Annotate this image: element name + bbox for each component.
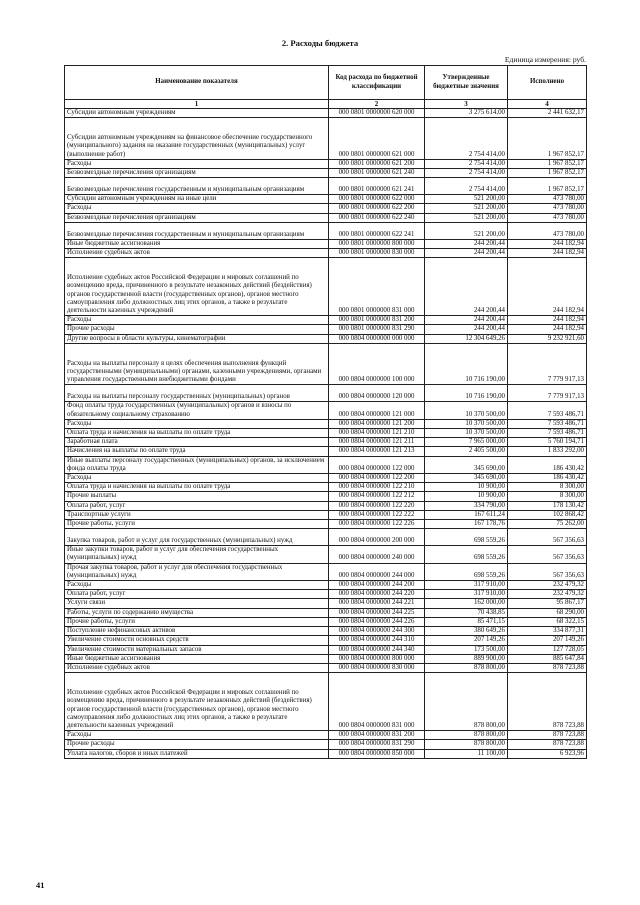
row-approved: 10 716 190,00: [425, 343, 508, 385]
row-executed: 127 728,05: [508, 645, 587, 654]
table-row: [65, 325, 587, 334]
row-approved: 521 200,00: [425, 195, 508, 204]
row-code: 000 0804 0000000 244 220: [329, 590, 425, 599]
table-row: [65, 645, 587, 654]
row-executed: 178 130,42: [508, 501, 587, 510]
table-row: [65, 213, 587, 222]
row-executed: 9 232 921,60: [508, 334, 587, 343]
row-executed: 244 182,94: [508, 239, 587, 248]
row-approved: 2 754 414,00: [425, 178, 508, 195]
header-number: 4: [508, 100, 587, 109]
row-name: Исполнение судебных актов: [65, 249, 329, 258]
row-executed: 878 723,88: [508, 673, 587, 731]
row-approved: 2 754 414,00: [425, 118, 508, 160]
row-code: 000 0801 0000000 620 000: [329, 109, 425, 118]
row-approved: 878 800,00: [425, 740, 508, 749]
row-name: Исполнение судебных актов: [65, 663, 329, 672]
row-name: Закупка товаров, работ и услуг для государственных (муниципальных) нужд: [65, 529, 329, 546]
row-approved: 244 200,44: [425, 325, 508, 334]
row-code: 000 0804 0000000 122 212: [329, 492, 425, 501]
row-name: Исполнение судебных актов Российской Федерации и мировых соглашений по возмещению вреда, причиненного в результате незаконных действий (бездействия) органов государственной власти (государственных органов), органов местного самоуправления либо должностных лиц этих органов, а также в результате деятельности казенных учреждений: [65, 673, 329, 731]
row-code: 000 0804 0000000 244 340: [329, 645, 425, 654]
row-code: 000 0804 0000000 244 300: [329, 627, 425, 636]
table-row: [65, 617, 587, 626]
row-code: 000 0804 0000000 122 220: [329, 501, 425, 510]
row-code: 000 0801 0000000 831 000: [329, 258, 425, 316]
row-executed: 244 182,94: [508, 316, 587, 325]
table-row: [65, 195, 587, 204]
table-row: [65, 501, 587, 510]
row-executed: 102 868,42: [508, 510, 587, 519]
row-name: Безвозмездные перечисления организациям: [65, 169, 329, 178]
row-executed: 567 356,63: [508, 529, 587, 546]
table-row: [65, 599, 587, 608]
row-code: 000 0801 0000000 622 240: [329, 213, 425, 222]
row-executed: 6 923,96: [508, 749, 587, 758]
row-code: 000 0801 0000000 831 290: [329, 325, 425, 334]
row-approved: 2 754 414,00: [425, 159, 508, 168]
row-name: Расходы: [65, 474, 329, 483]
row-name: Расходы: [65, 316, 329, 325]
row-name: Прочие расходы: [65, 740, 329, 749]
header-approved: Утвержденные бюджетные значения: [425, 66, 508, 100]
row-name: Оплата работ, услуг: [65, 501, 329, 510]
row-executed: 1 967 852,17: [508, 118, 587, 160]
row-executed: 7 593 486,71: [508, 402, 587, 419]
row-name: Безвозмездные перечисления государственным и муниципальным организациям: [65, 178, 329, 195]
table-row: [65, 429, 587, 438]
row-code: 000 0804 0000000 244 000: [329, 563, 425, 580]
row-executed: 8 300,00: [508, 483, 587, 492]
table-row: [65, 546, 587, 563]
table-row: [65, 483, 587, 492]
row-approved: 2 405 500,00: [425, 447, 508, 456]
row-name: Расходы: [65, 419, 329, 428]
row-executed: 8 300,00: [508, 492, 587, 501]
row-code: 000 0801 0000000 830 000: [329, 249, 425, 258]
row-approved: 345 690,00: [425, 474, 508, 483]
row-executed: 1 833 292,00: [508, 447, 587, 456]
row-name: Оплата труда и начисления на выплаты по оплате труда: [65, 429, 329, 438]
row-code: 000 0804 0000000 244 310: [329, 636, 425, 645]
row-approved: 7 965 000,00: [425, 438, 508, 447]
header-number: 2: [329, 100, 425, 109]
row-approved: 10 370 500,00: [425, 419, 508, 428]
row-code: 000 0804 0000000 244 226: [329, 617, 425, 626]
row-approved: 889 900,00: [425, 654, 508, 663]
row-code: 000 0804 0000000 122 000: [329, 456, 425, 473]
table-row: [65, 740, 587, 749]
row-approved: 698 559,26: [425, 563, 508, 580]
row-name: Расходы на выплаты персоналу в целях обеспечения выполнения функций государственными (муниципальными) органами, казенными учреждениями, органами управления государственными внебюджетными фондами: [65, 343, 329, 385]
row-name: Транспортные услуги: [65, 510, 329, 519]
row-approved: 12 304 649,26: [425, 334, 508, 343]
table-row: [65, 673, 587, 731]
row-code: 000 0801 0000000 621 240: [329, 169, 425, 178]
row-executed: 567 356,63: [508, 546, 587, 563]
row-approved: 85 471,15: [425, 617, 508, 626]
row-approved: 10 900,00: [425, 483, 508, 492]
row-name: Иные выплаты персоналу государственных (муниципальных) органов, за исключением фонда оплаты труда: [65, 456, 329, 473]
row-name: Услуги связи: [65, 599, 329, 608]
row-name: Иные бюджетные ассигнования: [65, 654, 329, 663]
row-executed: 473 780,00: [508, 213, 587, 222]
row-executed: 7 779 917,13: [508, 343, 587, 385]
row-approved: 317 910,00: [425, 590, 508, 599]
row-approved: 244 200,44: [425, 316, 508, 325]
table-row: [65, 529, 587, 546]
row-code: 000 0804 0000000 831 000: [329, 673, 425, 731]
table-row: [65, 316, 587, 325]
row-executed: 68 290,00: [508, 608, 587, 617]
expenses-table: [64, 65, 587, 759]
row-code: 000 0804 0000000 121 000: [329, 402, 425, 419]
row-approved: 70 438,85: [425, 608, 508, 617]
row-code: 000 0801 0000000 622 000: [329, 195, 425, 204]
row-executed: 1 967 852,17: [508, 159, 587, 168]
row-name: Оплата труда и начисления на выплаты по оплате труда: [65, 483, 329, 492]
row-approved: 244 200,44: [425, 239, 508, 248]
row-executed: 232 479,32: [508, 590, 587, 599]
row-code: 000 0801 0000000 621 000: [329, 118, 425, 160]
table-row: [65, 385, 587, 402]
row-name: Расходы: [65, 159, 329, 168]
table-row: [65, 749, 587, 758]
row-name: Безвозмездные перечисления организациям: [65, 213, 329, 222]
page-number: 41: [36, 881, 45, 890]
row-code: 000 0804 0000000 122 222: [329, 510, 425, 519]
row-executed: 186 430,42: [508, 456, 587, 473]
row-approved: 345 690,00: [425, 456, 508, 473]
table-row: [65, 118, 587, 160]
table-row: [65, 563, 587, 580]
row-executed: 244 182,94: [508, 325, 587, 334]
row-name: Иные закупки товаров, работ и услуг для обеспечения государственных (муниципальных) нужд: [65, 546, 329, 563]
row-code: 000 0804 0000000 122 210: [329, 483, 425, 492]
row-executed: 244 182,94: [508, 258, 587, 316]
row-name: Оплата работ, услуг: [65, 590, 329, 599]
row-executed: 68 322,15: [508, 617, 587, 626]
row-code: 000 0804 0000000 830 000: [329, 663, 425, 672]
row-executed: 885 647,84: [508, 654, 587, 663]
row-approved: 207 149,26: [425, 636, 508, 645]
row-name: Субсидии автономным учреждениям: [65, 109, 329, 118]
row-name: Расходы: [65, 204, 329, 213]
row-approved: 878 800,00: [425, 731, 508, 740]
table-row: [65, 627, 587, 636]
row-executed: 878 723,88: [508, 740, 587, 749]
row-approved: 10 370 500,00: [425, 402, 508, 419]
table-row: [65, 447, 587, 456]
row-code: 000 0804 0000000 121 213: [329, 447, 425, 456]
header-code: Код расхода по бюджетной классификации: [329, 66, 425, 100]
row-executed: 878 723,88: [508, 731, 587, 740]
row-name: Начисления на выплаты по оплате труда: [65, 447, 329, 456]
row-executed: 334 877,31: [508, 627, 587, 636]
row-name: Иные бюджетные ассигнования: [65, 239, 329, 248]
row-executed: 473 780,00: [508, 195, 587, 204]
row-code: 000 0804 0000000 122 200: [329, 474, 425, 483]
row-name: Исполнение судебных актов Российской Федерации и мировых соглашений по возмещению вреда, причиненного в результате незаконных действий (бездействия) органов государственной власти (государственных органов), органов местного самоуправления либо должностных лиц этих органов, а также в результате деятельности казенных учреждений: [65, 258, 329, 316]
row-name: Расходы на выплаты персоналу государственных (муниципальных) органов: [65, 385, 329, 402]
row-approved: 244 200,44: [425, 249, 508, 258]
table-row: [65, 520, 587, 529]
row-name: Прочие расходы: [65, 325, 329, 334]
row-code: 000 0804 0000000 244 225: [329, 608, 425, 617]
row-code: 000 0804 0000000 244 200: [329, 581, 425, 590]
row-code: 000 0804 0000000 120 000: [329, 385, 425, 402]
row-executed: 1 967 852,17: [508, 169, 587, 178]
row-approved: 334 790,00: [425, 501, 508, 510]
row-approved: 162 000,00: [425, 599, 508, 608]
row-name: Работы, услуги по содержанию имущества: [65, 608, 329, 617]
row-executed: 473 780,00: [508, 222, 587, 239]
table-row: [65, 169, 587, 178]
row-executed: 1 967 852,17: [508, 178, 587, 195]
row-approved: 10 716 190,00: [425, 385, 508, 402]
table-row: [65, 419, 587, 428]
row-code: 000 0804 0000000 831 200: [329, 731, 425, 740]
table-row: [65, 343, 587, 385]
table-row: [65, 159, 587, 168]
row-executed: 2 441 632,17: [508, 109, 587, 118]
table-row: [65, 590, 587, 599]
row-name: Безвозмездные перечисления государственным и муниципальным организациям: [65, 222, 329, 239]
row-name: Увеличение стоимости материальных запасов: [65, 645, 329, 654]
row-name: Прочая закупка товаров, работ и услуг для обеспечения государственных (муниципальных) нужд: [65, 563, 329, 580]
table-row: [65, 438, 587, 447]
row-name: Расходы: [65, 731, 329, 740]
row-approved: 11 100,00: [425, 749, 508, 758]
row-executed: 95 867,17: [508, 599, 587, 608]
table-row: [65, 510, 587, 519]
row-name: Прочие выплаты: [65, 492, 329, 501]
row-code: 000 0801 0000000 831 200: [329, 316, 425, 325]
table-row: [65, 636, 587, 645]
row-code: 000 0801 0000000 622 200: [329, 204, 425, 213]
row-executed: 232 479,32: [508, 581, 587, 590]
row-approved: 10 370 500,00: [425, 429, 508, 438]
row-name: Поступление нефинансовых активов: [65, 627, 329, 636]
row-code: 000 0804 0000000 000 000: [329, 334, 425, 343]
table-row: [65, 492, 587, 501]
row-code: 000 0804 0000000 244 221: [329, 599, 425, 608]
section-title: 2. Расходы бюджета: [281, 38, 359, 48]
row-name: Заработная плата: [65, 438, 329, 447]
row-name: Прочие работы, услуги: [65, 520, 329, 529]
units-label: Единица измерения: руб.: [504, 55, 586, 64]
row-approved: 173 500,00: [425, 645, 508, 654]
row-executed: 186 430,42: [508, 474, 587, 483]
table-row: [65, 581, 587, 590]
row-approved: 317 910,00: [425, 581, 508, 590]
row-approved: 521 200,00: [425, 222, 508, 239]
row-approved: 244 200,44: [425, 258, 508, 316]
table-row: [65, 334, 587, 343]
row-name: Уплата налогов, сборов и иных платежей: [65, 749, 329, 758]
row-code: 000 0804 0000000 240 000: [329, 546, 425, 563]
row-approved: 380 649,26: [425, 627, 508, 636]
row-executed: 75 262,00: [508, 520, 587, 529]
table-row: [65, 731, 587, 740]
table-row: [65, 222, 587, 239]
table-row: [65, 204, 587, 213]
table-row: [65, 402, 587, 419]
table-row: [65, 456, 587, 473]
row-code: 000 0801 0000000 622 241: [329, 222, 425, 239]
row-executed: 567 356,63: [508, 563, 587, 580]
row-code: 000 0804 0000000 850 000: [329, 749, 425, 758]
table-row: [65, 249, 587, 258]
row-code: 000 0804 0000000 121 211: [329, 438, 425, 447]
row-code: 000 0804 0000000 200 000: [329, 529, 425, 546]
row-approved: 878 800,00: [425, 663, 508, 672]
table-row: [65, 654, 587, 663]
table-row: [65, 663, 587, 672]
row-name: Субсидии автономным учреждениям на иные цели: [65, 195, 329, 204]
row-name: Субсидии автономным учреждениям на финансовое обеспечение государственного (муниципального) задания на оказание государственных (муниципальных) услуг (выполнение работ): [65, 118, 329, 160]
row-name: Фонд оплаты труда государственных (муниципальных) органов и взносы по обязательному социальному страхованию: [65, 402, 329, 419]
row-code: 000 0804 0000000 121 200: [329, 419, 425, 428]
row-code: 000 0801 0000000 621 200: [329, 159, 425, 168]
row-code: 000 0804 0000000 831 290: [329, 740, 425, 749]
row-approved: 2 754 414,00: [425, 169, 508, 178]
row-code: 000 0801 0000000 800 000: [329, 239, 425, 248]
header-number-row: [65, 100, 587, 109]
header-name: Наименование показателя: [65, 66, 329, 100]
row-executed: 244 182,94: [508, 249, 587, 258]
table-row: [65, 178, 587, 195]
table-row: [65, 608, 587, 617]
row-executed: 7 593 486,71: [508, 429, 587, 438]
row-code: 000 0801 0000000 621 241: [329, 178, 425, 195]
row-code: 000 0804 0000000 121 210: [329, 429, 425, 438]
row-executed: 7 779 917,13: [508, 385, 587, 402]
row-approved: 3 275 614,00: [425, 109, 508, 118]
row-approved: 521 200,00: [425, 213, 508, 222]
table-row: [65, 109, 587, 118]
row-name: Другие вопросы в области культуры, кинематографии: [65, 334, 329, 343]
table-row: [65, 258, 587, 316]
table-row: [65, 474, 587, 483]
row-approved: 878 800,00: [425, 673, 508, 731]
header-number: 3: [425, 100, 508, 109]
row-executed: 5 760 194,71: [508, 438, 587, 447]
row-code: 000 0804 0000000 800 000: [329, 654, 425, 663]
header-row: [65, 66, 587, 100]
row-name: Расходы: [65, 581, 329, 590]
row-executed: 207 149,26: [508, 636, 587, 645]
header-executed: Исполнено: [508, 66, 587, 100]
table-row: [65, 239, 587, 248]
row-executed: 473 780,00: [508, 204, 587, 213]
row-code: 000 0804 0000000 122 226: [329, 520, 425, 529]
row-approved: 698 559,26: [425, 529, 508, 546]
row-approved: 10 900,00: [425, 492, 508, 501]
row-approved: 167 611,24: [425, 510, 508, 519]
row-approved: 698 559,26: [425, 546, 508, 563]
row-executed: 878 723,88: [508, 663, 587, 672]
row-code: 000 0804 0000000 100 000: [329, 343, 425, 385]
table-body: [65, 109, 587, 759]
header-number: 1: [65, 100, 329, 109]
row-approved: 521 200,00: [425, 204, 508, 213]
row-executed: 7 593 486,71: [508, 419, 587, 428]
row-approved: 167 178,76: [425, 520, 508, 529]
row-name: Прочие работы, услуги: [65, 617, 329, 626]
row-name: Увеличение стоимости основных средств: [65, 636, 329, 645]
